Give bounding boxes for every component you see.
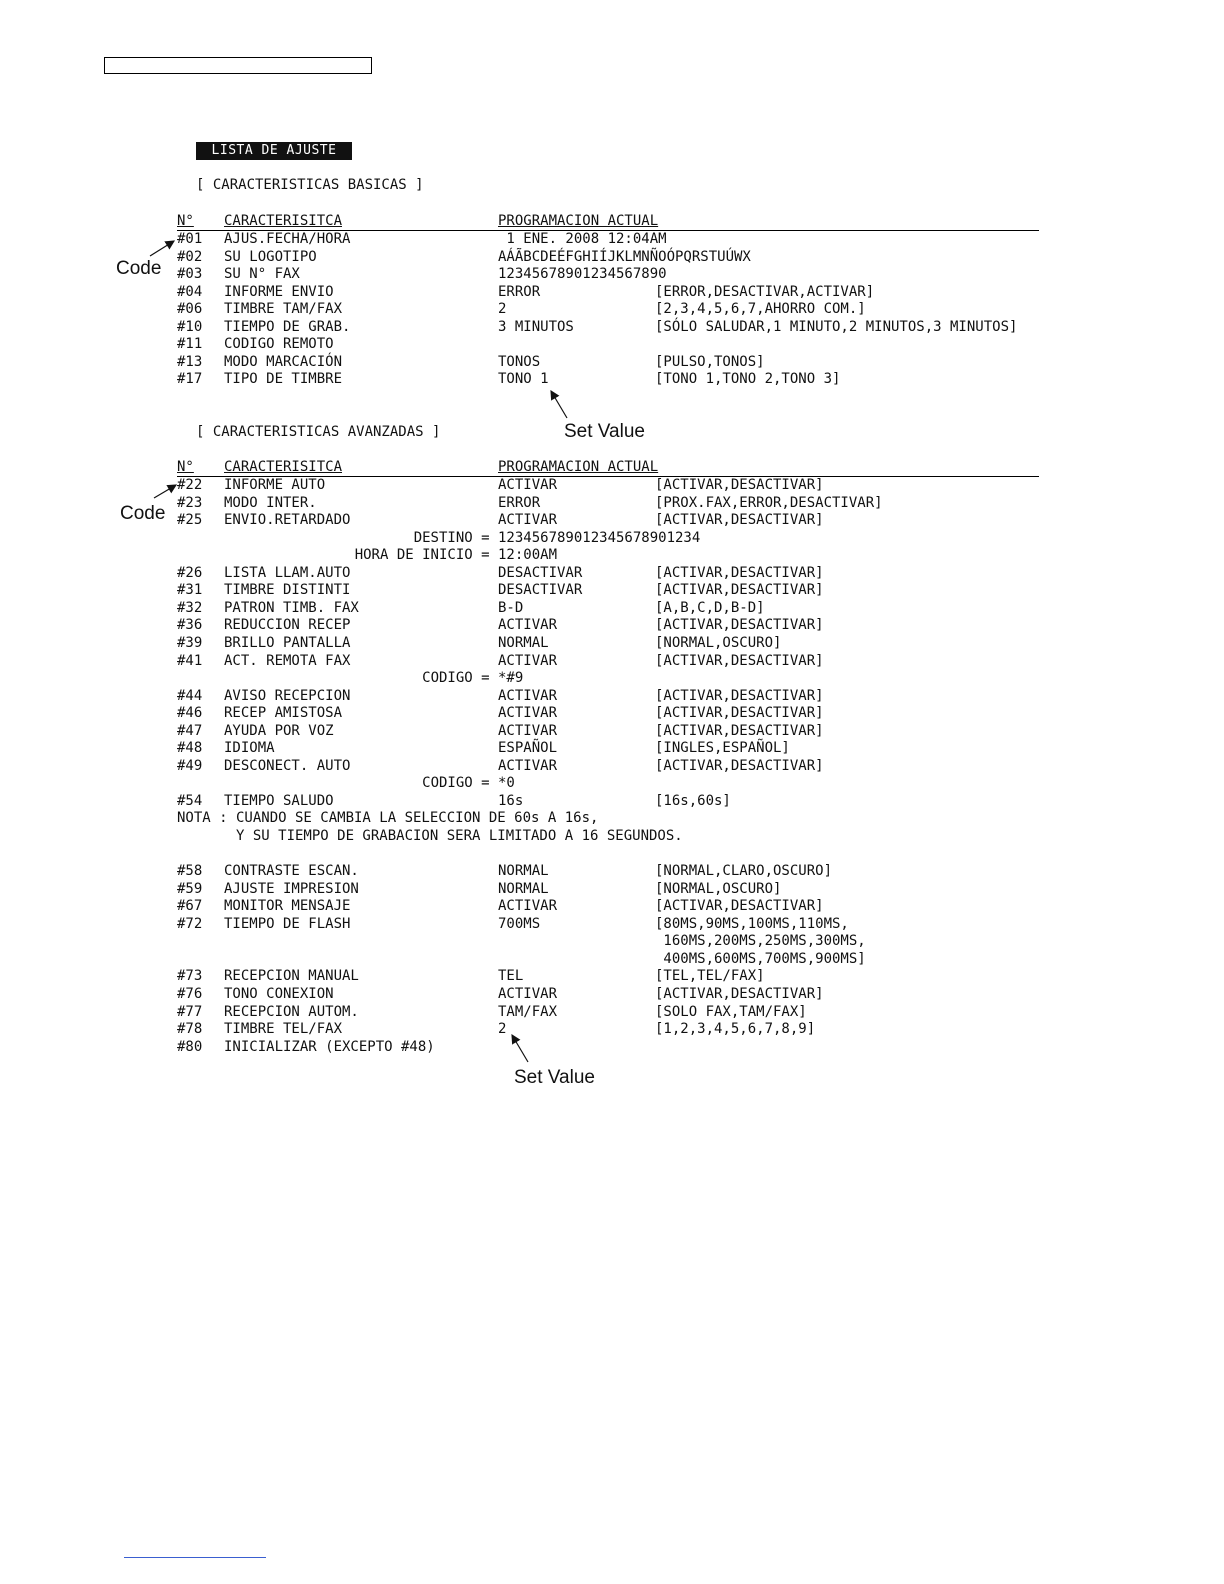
setting-value: ACTIVAR bbox=[498, 722, 558, 739]
setting-name: INFORME AUTO bbox=[224, 477, 326, 493]
setting-value: TEL bbox=[498, 968, 524, 985]
setting-value: DESACTIVAR bbox=[498, 564, 583, 581]
setting-code: #04 bbox=[177, 283, 203, 300]
setting-options: [ACTIVAR,DESACTIVAR] bbox=[655, 582, 824, 599]
setting-options: [NORMAL,OSCURO] bbox=[655, 880, 782, 897]
code-arrow-basic bbox=[150, 241, 174, 256]
setting-code: #10 bbox=[177, 318, 203, 335]
setting-code: #01 bbox=[177, 231, 203, 247]
setting-value: ACTIVAR bbox=[498, 757, 558, 774]
setting-name: INICIALIZAR (EXCEPTO #48) bbox=[224, 1038, 435, 1055]
setting-code: #46 bbox=[177, 705, 203, 722]
advanced-section-heading: [ CARACTERISTICAS AVANZADAS ] bbox=[196, 424, 441, 440]
setting-code: #77 bbox=[177, 1003, 203, 1020]
setting-value: NORMAL bbox=[498, 863, 549, 880]
setting-value: ACTIVAR bbox=[498, 512, 558, 529]
setting-code: #39 bbox=[177, 634, 203, 651]
setting-options: 400MS,600MS,700MS,900MS] bbox=[655, 950, 866, 967]
code-arrow-advanced bbox=[154, 485, 176, 498]
setting-name: TIMBRE TAM/FAX bbox=[224, 301, 343, 318]
setting-code: #80 bbox=[177, 1038, 203, 1055]
setting-value: ACTIVAR bbox=[498, 705, 558, 722]
setting-options: [ERROR,DESACTIVAR,ACTIVAR] bbox=[655, 283, 875, 300]
setting-value: ACTIVAR bbox=[498, 477, 558, 493]
sub-setting-text: CODIGO = *#9 bbox=[422, 670, 524, 687]
setting-code: #72 bbox=[177, 915, 203, 932]
setting-value: 2 bbox=[498, 301, 507, 318]
setting-name: TIEMPO SALUDO bbox=[224, 792, 334, 809]
setting-name: MODO INTER. bbox=[224, 494, 317, 511]
setting-value: TONO 1 bbox=[498, 371, 549, 388]
setting-value: ERROR bbox=[498, 494, 541, 511]
setting-options: [TONO 1,TONO 2,TONO 3] bbox=[655, 371, 841, 388]
setting-name: MODO MARCACIÓN bbox=[224, 353, 343, 370]
setting-value: NORMAL bbox=[498, 880, 549, 897]
code-annotation-advanced: Code bbox=[120, 503, 166, 524]
setting-value: TAM/FAX bbox=[498, 1003, 558, 1020]
setting-code: #03 bbox=[177, 266, 203, 283]
setting-options: [NORMAL,CLARO,OSCURO] bbox=[655, 863, 833, 880]
setting-options: [SÓLO SALUDAR,1 MINUTO,2 MINUTOS,3 MINUTOS] bbox=[655, 318, 1018, 335]
setting-code: #25 bbox=[177, 512, 203, 529]
setting-name: AYUDA POR VOZ bbox=[224, 722, 334, 739]
basic-section-heading: [ CARACTERISTICAS BASICAS ] bbox=[196, 177, 424, 193]
setting-name: DESCONECT. AUTO bbox=[224, 757, 351, 774]
setting-options: [SOLO FAX,TAM/FAX] bbox=[655, 1003, 807, 1020]
setting-options: [80MS,90MS,100MS,110MS, bbox=[655, 915, 849, 932]
setting-options: [ACTIVAR,DESACTIVAR] bbox=[655, 722, 824, 739]
setting-code: #26 bbox=[177, 564, 203, 581]
setting-options: [ACTIVAR,DESACTIVAR] bbox=[655, 652, 824, 669]
setting-options: [PULSO,TONOS] bbox=[655, 353, 765, 370]
setting-value: 12345678901234567890 bbox=[498, 266, 667, 283]
setting-name: IDIOMA bbox=[224, 740, 275, 757]
setting-name: CODIGO REMOTO bbox=[224, 336, 334, 353]
setting-options: [ACTIVAR,DESACTIVAR] bbox=[655, 564, 824, 581]
setting-code: #06 bbox=[177, 301, 203, 318]
setting-code: #02 bbox=[177, 248, 203, 265]
setting-value: ACTIVAR bbox=[498, 898, 558, 915]
col-feature: CARACTERISITCA bbox=[224, 213, 343, 229]
setting-value: ACTIVAR bbox=[498, 985, 558, 1002]
setting-options: [ACTIVAR,DESACTIVAR] bbox=[655, 512, 824, 529]
setting-code: #78 bbox=[177, 1021, 203, 1038]
setting-code: #49 bbox=[177, 757, 203, 774]
setting-name: AJUSTE IMPRESION bbox=[224, 880, 359, 897]
setting-code: #47 bbox=[177, 722, 203, 739]
setting-code: #48 bbox=[177, 740, 203, 757]
col-no: N° bbox=[177, 459, 194, 475]
setting-value: ACTIVAR bbox=[498, 617, 558, 634]
setting-options: [ACTIVAR,DESACTIVAR] bbox=[655, 985, 824, 1002]
setting-code: #31 bbox=[177, 582, 203, 599]
setting-value: 700MS bbox=[498, 915, 541, 932]
code-annotation-basic: Code bbox=[116, 258, 162, 279]
setting-options: [ACTIVAR,DESACTIVAR] bbox=[655, 477, 824, 493]
setting-name: SU N° FAX bbox=[224, 266, 300, 283]
setting-options: [TEL,TEL/FAX] bbox=[655, 968, 765, 985]
setting-options: [NORMAL,OSCURO] bbox=[655, 634, 782, 651]
set-value-annotation-basic: Set Value bbox=[564, 421, 645, 442]
setting-options: [PROX.FAX,ERROR,DESACTIVAR] bbox=[655, 494, 883, 511]
col-feature: CARACTERISITCA bbox=[224, 459, 343, 475]
setting-name: LISTA LLAM.AUTO bbox=[224, 564, 351, 581]
setting-code: #67 bbox=[177, 898, 203, 915]
setting-code: #76 bbox=[177, 985, 203, 1002]
set-value-arrow-advanced bbox=[512, 1035, 528, 1062]
setting-options: 160MS,200MS,250MS,300MS, bbox=[655, 933, 866, 950]
setting-name: RECEP AMISTOSA bbox=[224, 705, 343, 722]
col-no: N° bbox=[177, 213, 194, 229]
sub-setting-text: HORA DE INICIO = 12:00AM bbox=[354, 547, 557, 564]
setting-value: 3 MINUTOS bbox=[498, 318, 574, 335]
setting-name: TIEMPO DE GRAB. bbox=[224, 318, 351, 335]
setting-name: RECEPCION AUTOM. bbox=[224, 1003, 359, 1020]
setting-options: [ACTIVAR,DESACTIVAR] bbox=[655, 898, 824, 915]
setting-value: 1 ENE. 2008 12:04AM bbox=[498, 231, 667, 247]
setting-name: AVISO RECEPCION bbox=[224, 687, 351, 704]
setting-value: 2 bbox=[498, 1021, 507, 1038]
setting-name: SU LOGOTIPO bbox=[224, 248, 317, 265]
setting-name: REDUCCION RECEP bbox=[224, 617, 351, 634]
setting-name: TIEMPO DE FLASH bbox=[224, 915, 351, 932]
setting-name: MONITOR MENSAJE bbox=[224, 898, 351, 915]
setting-name: RECEPCION MANUAL bbox=[224, 968, 359, 985]
setting-value: AÁÃBCDEÉFGHIÍJKLMNÑOÓPQRSTUÚWX bbox=[498, 248, 751, 265]
setting-options: [1,2,3,4,5,6,7,8,9] bbox=[655, 1021, 816, 1038]
setting-value: 16s bbox=[498, 792, 524, 809]
setting-code: #17 bbox=[177, 371, 203, 388]
setting-value: ACTIVAR bbox=[498, 687, 558, 704]
setting-options: [INGLES,ESPAÑOL] bbox=[655, 740, 790, 757]
sub-setting-text: DESTINO = 123456789012345678901234 bbox=[413, 529, 701, 546]
setting-options: [ACTIVAR,DESACTIVAR] bbox=[655, 617, 824, 634]
setting-value: NORMAL bbox=[498, 634, 549, 651]
setting-code: #32 bbox=[177, 599, 203, 616]
col-setting: PROGRAMACION ACTUAL bbox=[498, 459, 659, 475]
setting-options: [ACTIVAR,DESACTIVAR] bbox=[655, 687, 824, 704]
setting-value: B-D bbox=[498, 599, 524, 616]
setting-code: #54 bbox=[177, 792, 203, 809]
setting-value: ACTIVAR bbox=[498, 652, 558, 669]
setting-name: ACT. REMOTA FAX bbox=[224, 652, 351, 669]
setting-value: ESPAÑOL bbox=[498, 740, 558, 757]
setting-code: #44 bbox=[177, 687, 203, 704]
setting-options: [16s,60s] bbox=[655, 792, 731, 809]
setting-code: #58 bbox=[177, 863, 203, 880]
setting-name: TIMBRE TEL/FAX bbox=[224, 1021, 343, 1038]
list-title: LISTA DE AJUSTE bbox=[196, 142, 352, 160]
setting-code: #73 bbox=[177, 968, 203, 985]
set-value-arrow-basic bbox=[551, 391, 567, 418]
setting-name: PATRON TIMB. FAX bbox=[224, 599, 359, 616]
col-setting: PROGRAMACION ACTUAL bbox=[498, 213, 659, 229]
setting-name: TIPO DE TIMBRE bbox=[224, 371, 343, 388]
setting-value: TONOS bbox=[498, 353, 541, 370]
note-text: NOTA : CUANDO SE CAMBIA LA SELECCION DE 60s A 16s, bbox=[177, 810, 599, 827]
setting-code: #11 bbox=[177, 336, 203, 353]
setting-name: AJUS.FECHA/HORA bbox=[224, 231, 351, 247]
setting-code: #59 bbox=[177, 880, 203, 897]
setting-code: #36 bbox=[177, 617, 203, 634]
setting-name: CONTRASTE ESCAN. bbox=[224, 863, 359, 880]
setting-value: DESACTIVAR bbox=[498, 582, 583, 599]
setting-name: TIMBRE DISTINTI bbox=[224, 582, 351, 599]
sub-setting-text: CODIGO = *0 bbox=[422, 775, 515, 792]
setting-code: #41 bbox=[177, 652, 203, 669]
setting-value: ERROR bbox=[498, 283, 541, 300]
setting-options: [ACTIVAR,DESACTIVAR] bbox=[655, 705, 824, 722]
setting-name: ENVIO.RETARDADO bbox=[224, 512, 351, 529]
setting-name: TONO CONEXION bbox=[224, 985, 334, 1002]
setting-options: [ACTIVAR,DESACTIVAR] bbox=[655, 757, 824, 774]
setting-code: #13 bbox=[177, 353, 203, 370]
setting-code: #22 bbox=[177, 477, 203, 493]
footer-link-line bbox=[124, 1557, 266, 1558]
note-text: Y SU TIEMPO DE GRABACION SERA LIMITADO A 16 SEGUNDOS. bbox=[177, 828, 683, 844]
setting-name: BRILLO PANTALLA bbox=[224, 634, 351, 651]
setting-name: INFORME ENVIO bbox=[224, 283, 334, 300]
setting-options: [2,3,4,5,6,7,AHORRO COM.] bbox=[655, 301, 866, 318]
setting-code: #23 bbox=[177, 494, 203, 511]
set-value-annotation-advanced: Set Value bbox=[514, 1067, 595, 1088]
setting-options: [A,B,C,D,B-D] bbox=[655, 599, 765, 616]
